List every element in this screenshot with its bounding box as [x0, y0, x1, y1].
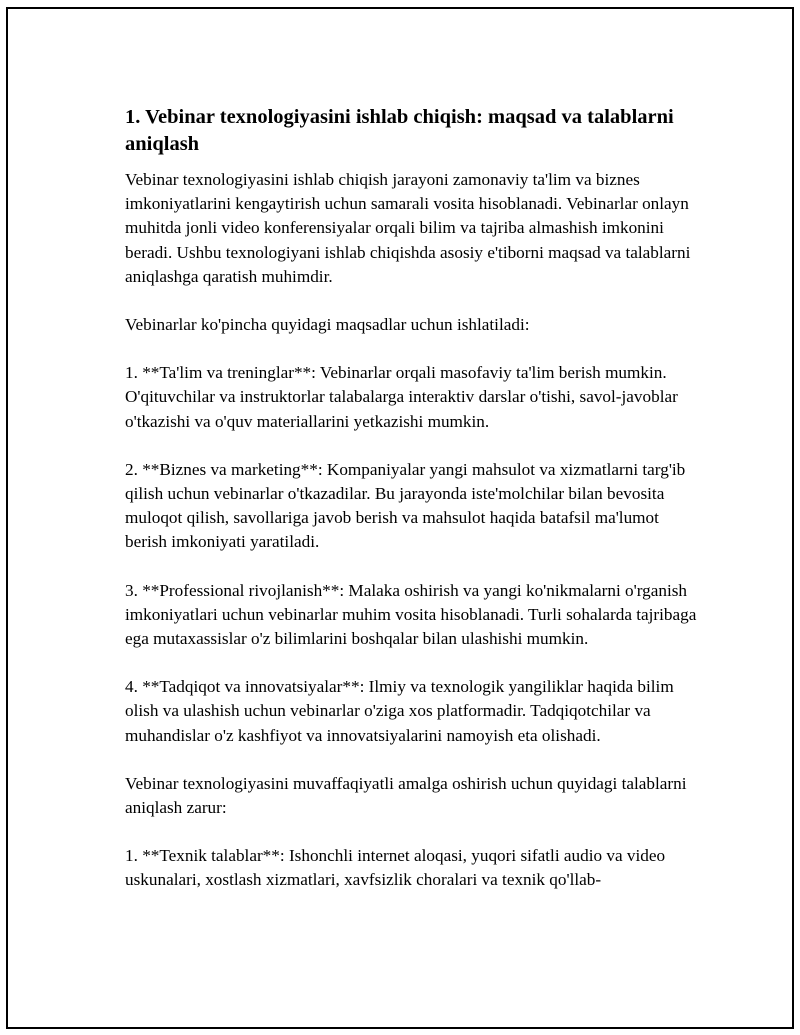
goal-item-business: 2. **Biznes va marketing**: Kompaniyalar yangi mahsulot va xizmatlarni targ'ib qilish uchun vebinarlar o'tkazadilar. Bu jarayonda iste'molchilar bilan bevosita muloqot qilish, savollariga javob berish va mahsulot haqida batafsil ma'lumot berish imkoniyati yaratiladi. [125, 459, 686, 552]
requirements-intro-paragraph: Vebinar texnologiyasini muvaffaqiyatli amalga oshirish uchun quyidagi talablarni aniqlash zarur: [125, 773, 687, 818]
document-body [125, 104, 705, 917]
goals-intro-paragraph: Vebinarlar ko'pincha quyidagi maqsadlar uchun ishlatiladi: [125, 315, 530, 335]
section-heading: 1. Vebinar texnologiyasini ishlab chiqish: maqsad va talablarni aniqlash [125, 106, 674, 155]
requirement-item-technical: 1. **Texnik talablar**: Ishonchli internet aloqasi, yuqori sifatli audio va video uskunalari, xostlash xizmatlari, xavfsizlik choralari va texnik qo'llab- [125, 846, 666, 890]
goal-item-education: 1. **Ta'lim va treninglar**: Vebinarlar orqali masofaviy ta'lim berish mumkin. O'qituvchilar va instruktorlar talabalarga interaktiv darslar o'tishi, savol-javoblar o'tkazishi va o'quv materiallarini yetkazishi mumkin. [125, 363, 678, 431]
goal-item-professional: 3. **Professional rivojlanish**: Malaka oshirish va yangi ko'nikmalarni o'rganish imkoniyatlari uchun vebinarlar muhim vosita hisoblanadi. Turli sohalarda tajribaga ega mutaxassislar o'z bilimlarini boshqalar bilan ulashishi mumkin. [125, 580, 697, 649]
goal-item-research: 4. **Tadqiqot va innovatsiyalar**: Ilmiy va texnologik yangiliklar haqida bilim olish va ulashish uchun vebinarlar o'ziga xos platformadir. Tadqiqotchilar va muhandislar o'z kashfiyot va innovatsiyalarini namoyish eta olishadi. [125, 677, 674, 745]
intro-paragraph: Vebinar texnologiyasini ishlab chiqish jarayoni zamonaviy ta'lim va biznes imkoniyatlarini kengaytirish uchun samarali vosita hisoblanadi. Vebinarlar onlayn muhitda jonli video konferensiyalar orqali bilim va tajriba almashish imkonini beradi. Ushbu texnologiyani ishlab chiqishda asosiy e'tiborni maqsad va talablarni aniqlashga qaratish muhimdir. [125, 170, 691, 286]
page-frame [6, 7, 794, 1029]
